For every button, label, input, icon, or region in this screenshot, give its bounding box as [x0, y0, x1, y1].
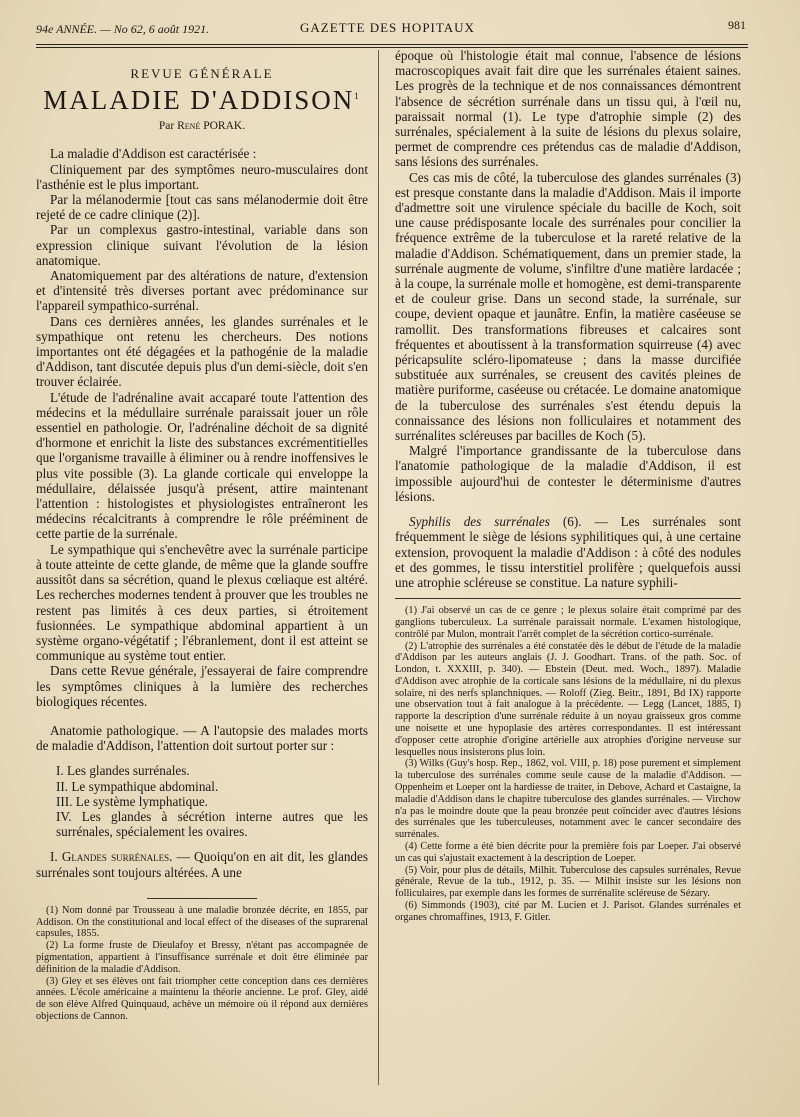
anatomy-heading: Anatomie pathologique.	[50, 722, 179, 738]
footnote: (3) Wilks (Guy's hosp. Rep., 1862, vol. VIII, p. 18) pose purement et simplement la tuberculose des surrénales comme seule cause de la maladie d'Addison. — Oppenheim et Loeper ont la hardiesse de traiter, in Debove, Achard et Castaigne, la maladie d'Addison dans le chapitre tuberculose des glandes surrénales. — Virchow n'a pas le moindre doute que la peau bronzée peut coïncider avec d'autres lésions des surrénales que les tuberculeuses, notamment avec le cancer secondaire des surrénales.	[395, 758, 741, 841]
anatomy-intro	[36, 723, 368, 753]
title-footnote-ref: 1	[354, 91, 361, 102]
glandes-heading: I. Glandes surrénales.	[50, 849, 173, 865]
right-footnotes	[395, 605, 741, 924]
paragraph: Par la mélanodermie [tout cas sans mélanodermie doit être rejeté de ce cadre clinique (2)].	[36, 192, 368, 223]
byline	[36, 119, 368, 134]
list-item: IV. Les glandes à sécrétion interne autres que les surrénales, spécialement les ovaires.	[56, 808, 368, 840]
left-column	[36, 66, 368, 1023]
paragraph: Le sympathique qui s'enchevêtre avec la surrénale participe à toute atteinte de cette glande, de même que la glande souffre aussitôt dans sa sécrétion, quand le plexus cœliaque est altéré. Les recherches modernes tendent à prouver que les troubles ne restent pas limités à ces deux parties, si étroitement fusionnées. Le sympathique abdominal appartient à un système organo-végétatif ; l'ébranlement, dont il est atteint se communique au système tout entier.	[36, 541, 368, 664]
footnote-rule	[395, 598, 741, 599]
footnote-rule	[147, 898, 257, 899]
article-title	[36, 81, 368, 115]
header-rule-top	[36, 44, 748, 45]
footnote: (2) L'atrophie des surrénales a été constatée dès le début de l'étude de la maladie d'Addison par les auteurs anglais (J. J. Goodhart. Trans. of the path. Soc. of London, t. XXXIII, p. 340). — Ebstein (Deut. med. Woch., 1897). Maladie d'Addison avec atrophie de la corticale sans lésions de la médullaire, ni du plexus solaire, ni des nerfs splanchniques. — Roloff (Zieg. Beitr., 1891, Bd IX) rapporte une observation tout à fait analogue à la précédente. — Legg (Lancet, 1885, I) rapporte la description d'une surrénale réduite à un noyau graisseux gros comme une noisette et une hypoplasie des artères correspondantes. Il est intéressant d'opposer cette atrophie d'origine artérielle aux atrophies d'origine nerveuse sur lesquelles nous insisterons plus loin.	[395, 640, 741, 758]
glandes-paragraph	[36, 849, 368, 879]
footnote: (6) Simmonds (1903), cité par M. Lucien et J. Parisot. Glandes surrénales et organes chromaffines, 1913, F. Gitler.	[395, 900, 741, 923]
page-number: 981	[728, 18, 746, 32]
paragraph: Cliniquement par des symptômes neuro-musculaires dont l'asthénie est le plus important.	[36, 161, 368, 192]
paragraph: Anatomiquement par des altérations de nature, d'extension et d'intensité très diverses portant avec prédominance sur l'appareil sympathico-surrénal.	[36, 268, 368, 314]
syphilis-heading: Syphilis des surrénales	[409, 514, 550, 530]
paragraph: La maladie d'Addison est caractérisée :	[50, 146, 257, 162]
footnote: (2) La forme fruste de Dieulafoy et Bressy, n'étant pas accompagnée de pigmentation, appartient à l'insuffisance surrénale et doit être éliminée par définition de la maladie d'Addison.	[36, 940, 368, 975]
syphilis-paragraph	[395, 514, 741, 590]
footnote: (5) Voir, pour plus de détails, Milhit. Tuberculose des capsules surrénales, Revue générale, Revue de la tub., 1912, p. 35. — Milhit insiste sur les lésions non folliculaires, par exemple dans les formes de surrénalite scléreuse de Sézary.	[395, 864, 741, 900]
issue-info: 94e ANNÉE. — No 62, 6 août 1921.	[36, 22, 210, 36]
footnote: (1) J'ai observé un cas de ce genre ; le plexus solaire était comprimé par des ganglions tuberculeux. La surrénale paraissait normale. L'examen histologique, contrôlé par Mulon, montrait l'arrêt complet de la sécrétion cortico-surrénale.	[395, 605, 741, 640]
section-label: REVUE GÉNÉRALE	[130, 66, 274, 81]
list-item: I. Les glandes surrénales.	[56, 763, 190, 779]
paragraph: L'étude de l'adrénaline avait accaparé toute l'attention des médecins et la médullaire surrénale paraissait jouer un rôle essentiel en pathologie. Or, l'adrénaline déchoit de sa dignité d'hormone et enrichit la liste des substances excrémentitielles que l'organisme travaille à éliminer ou à rendre inoffensives le plus vite possible (3). La glande corticale qui enveloppe la médullaire, délaissée jusqu'à présent, attire maintenant l'attention : histologistes et physiologistes entraîneront les médecins récalcitrants à comprendre le rôle prééminent de cette partie de la surrénale.	[36, 389, 368, 542]
footnote: (3) Gley et ses élèves ont fait triompher cette conception dans ces dernières années. L'école américaine a maintenu la théorie ancienne. Le prof. Gley, aidé de son élève Alfred Quinquaud, achève un mémoire où il répond aux dernières objections de Cannon.	[36, 975, 368, 1022]
glandes-text: — Quoiqu'on en ait dit, les glandes surrénales sont toujours altérées. A une	[36, 849, 368, 880]
left-footnotes	[36, 905, 368, 1023]
paragraph: Malgré l'importance grandissante de la tuberculose dans l'anatomie pathologique de la maladie d'Addison, il est impossible aujourd'hui de contester le déterminisme d'autres lésions.	[395, 443, 741, 504]
byline-prefix: Par	[158, 120, 175, 133]
paragraph: Dans ces dernières années, les glandes surrénales et le sympathique ont retenu les chercheurs. Des notions importantes ont été dégagées et la pathogénie de la maladie d'Addison, tant discutée depuis plus d'un demi-siècle, doit s'en trouver éclairée.	[36, 313, 368, 390]
spacer	[36, 839, 368, 849]
footnote: (1) Nom donné par Trousseau à une maladie bronzée décrite, en 1855, par Addison. On the constitutional and local effect of the diseases of the suprarenal capsules, 1855.	[36, 904, 368, 940]
paragraph: époque où l'histologie était mal connue, l'absence de lésions macroscopiques avait fait dire que les surrénales étaient saines. Les progrès de la technique et de nos connaissances démontrent l'absence de sécrétion surrénale dans un tissu qui, à l'œil nu, paraissait normal (1). Le type d'atrophie simple (2) des surrénales, spécialement à la suite de lésions du plexus solaire, permet de comprendre ces prétendus cas de maladie d'Addison, sans lésions des surrénales.	[395, 48, 741, 170]
syphilis-text: (6). — Les surrénales sont fréquemment le siège de lésions syphilitiques qui, à une certaine extension, provoquent la maladie d'Addison : à côté des nodules et des gommes, le tissu interstitiel prolifère ; quelquefois aussi une atrophie scléreuse se constitue. La nature syphili-	[395, 514, 741, 590]
right-column	[395, 48, 741, 924]
journal-name: GAZETTE DES HOPITAUX	[300, 20, 475, 35]
footnote: (4) Cette forme a été bien décrite pour la première fois par Loeper. J'ai observé un cas qui s'ajustait exactement à la description de Loeper.	[395, 841, 741, 864]
spacer	[36, 753, 368, 763]
list-item: III. Le système lymphatique.	[56, 793, 208, 809]
title-text: MALADIE D'ADDISON	[43, 85, 355, 116]
paragraph: Par un complexus gastro-intestinal, variable dans son expression clinique suivant l'évolution de la lésion anatomique.	[36, 222, 368, 268]
column-divider	[378, 50, 379, 1085]
page-header	[36, 18, 746, 38]
anatomy-intro-text: — A l'autopsie des malades morts de maladie d'Addison, l'attention doit surtout porter sur :	[36, 722, 368, 754]
paragraph: Dans cette Revue générale, j'essayerai de faire comprendre les symptômes cliniques à la lumière des recherches biologiques récentes.	[36, 663, 368, 709]
paragraph: Ces cas mis de côté, la tuberculose des glandes surrénales (3) est presque constante dans la maladie d'Addison. Mais il importe d'admettre soit une virulence spéciale du bacille de Koch, soit une cause prédisposante locale des surrénales pour concilier la fréquence extrême de la tuberculose et la rareté relative de la maladie d'Addison. Schématiquement, dans un premier stade, la surrénale augmente de volume, s'infiltre d'une matière lardacée ; à la coupe, la surrénale molle et homogène, est demi-transparente et de couleur grise. Dans un second stade, la surrénale, sur coupe, devient opaque et jaunâtre. Enfin, la matière caséeuse se ramollit. Des transformations fibreuses et calcaires sont fréquentes et aboutissent à la transformation squirreuse (4) avec péricapsulite scléro-lipomateuse ; dans la masse durcifiée substituée aux surrénales, se creusent des cavités pleines de matière puriforme, caséeuse ou crétacée. Le domaine anatomique de la tuberculose des surrénales s'est étendu depuis la connaissance des lésions non folliculaires et notamment des surrénalites scléreuses par bacilles de Koch (5).	[395, 169, 741, 444]
author-name: René PORAK.	[177, 120, 246, 133]
list-item: II. Le sympathique abdominal.	[56, 778, 219, 794]
spacer	[395, 504, 741, 514]
